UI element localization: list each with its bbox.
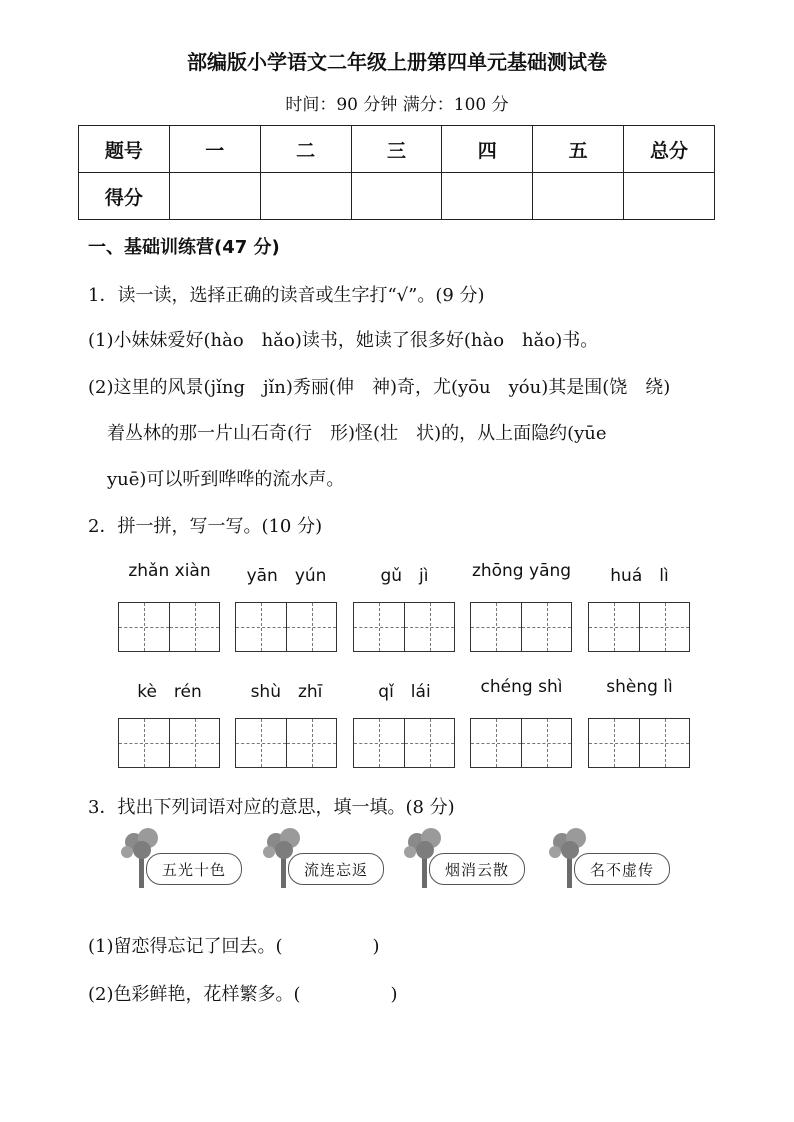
q3-part1: (1)留恋得忘记了回去。( ) [88,936,380,957]
q3-part2: (2)色彩鲜艳，花样繁多。( ) [88,984,398,1005]
score-table-score-row [79,173,715,220]
q2-stem: 2．拼一拼，写一写。(10 分) [88,516,323,537]
score-header-cell: 五 [533,126,624,173]
score-table [78,125,715,220]
pinyin-label: huá lì [610,566,669,586]
score-row-label: 得分 [79,173,170,220]
pinyin-label: chéng shì [480,677,563,697]
score-header-cell: 四 [442,126,533,173]
score-header-cell: 一 [169,126,260,173]
writing-grid[interactable] [235,718,337,768]
q3-stem: 3．找出下列词语对应的意思，填一填。(8 分) [88,797,455,818]
pinyin-label: kè rén [137,682,202,702]
score-header-cell: 题号 [79,126,170,173]
writing-grid[interactable] [235,602,337,652]
word-label: 名不虚传 [574,853,670,885]
score-header-cell: 二 [260,126,351,173]
q1-part1: (1)小妹妹爱好(hào hǎo)读书，她读了很多好(hào hǎo)书。 [88,330,599,351]
score-input-cell[interactable] [624,173,715,220]
pinyin-label: zhōng yāng [471,561,572,581]
pinyin-label: shù zhī [250,682,323,702]
writing-grid[interactable] [353,602,455,652]
word-label: 五光十色 [146,853,242,885]
word-card [262,828,382,890]
exam-info: 时间：90 分钟 满分：100 分 [285,95,509,115]
q1-part2-line3: yuē)可以听到哗哗的流水声。 [107,469,345,490]
q1-part2-line2: 着丛林的那一片山石奇(行 形)怪(壮 状)的，从上面隐约(yūe [107,423,607,444]
score-header-cell: 总分 [624,126,715,173]
pinyin-label: zhǎn xiàn [128,561,211,581]
word-card [548,828,668,890]
score-input-cell[interactable] [260,173,351,220]
writing-grid[interactable] [470,602,572,652]
writing-grid[interactable] [118,718,220,768]
word-card [120,828,240,890]
section-heading: 一、基础训练营(47 分) [88,237,280,258]
writing-grid[interactable] [470,718,572,768]
page-title: 部编版小学语文二年级上册第四单元基础测试卷 [187,50,607,74]
word-label: 烟消云散 [429,853,525,885]
pinyin-label: qǐ lái [378,682,431,702]
writing-grid[interactable] [353,718,455,768]
pinyin-label: shèng lì [606,677,673,697]
writing-grid[interactable] [118,602,220,652]
score-header-cell: 三 [351,126,442,173]
word-label: 流连忘返 [288,853,384,885]
pinyin-label: gǔ jì [380,566,429,586]
score-input-cell[interactable] [351,173,442,220]
q1-part2-line1: (2)这里的风景(jǐng jǐn)秀丽(伸 神)奇，尤(yōu yóu)其是围(饶 绕) [88,377,671,398]
writing-grid[interactable] [588,718,690,768]
score-input-cell[interactable] [442,173,533,220]
q1-stem: 1．读一读，选择正确的读音或生字打“√”。(9 分) [88,285,485,306]
pinyin-label: yān yún [246,566,327,586]
score-table-header-row [79,126,715,173]
score-input-cell[interactable] [169,173,260,220]
score-input-cell[interactable] [533,173,624,220]
word-card [403,828,523,890]
writing-grid[interactable] [588,602,690,652]
